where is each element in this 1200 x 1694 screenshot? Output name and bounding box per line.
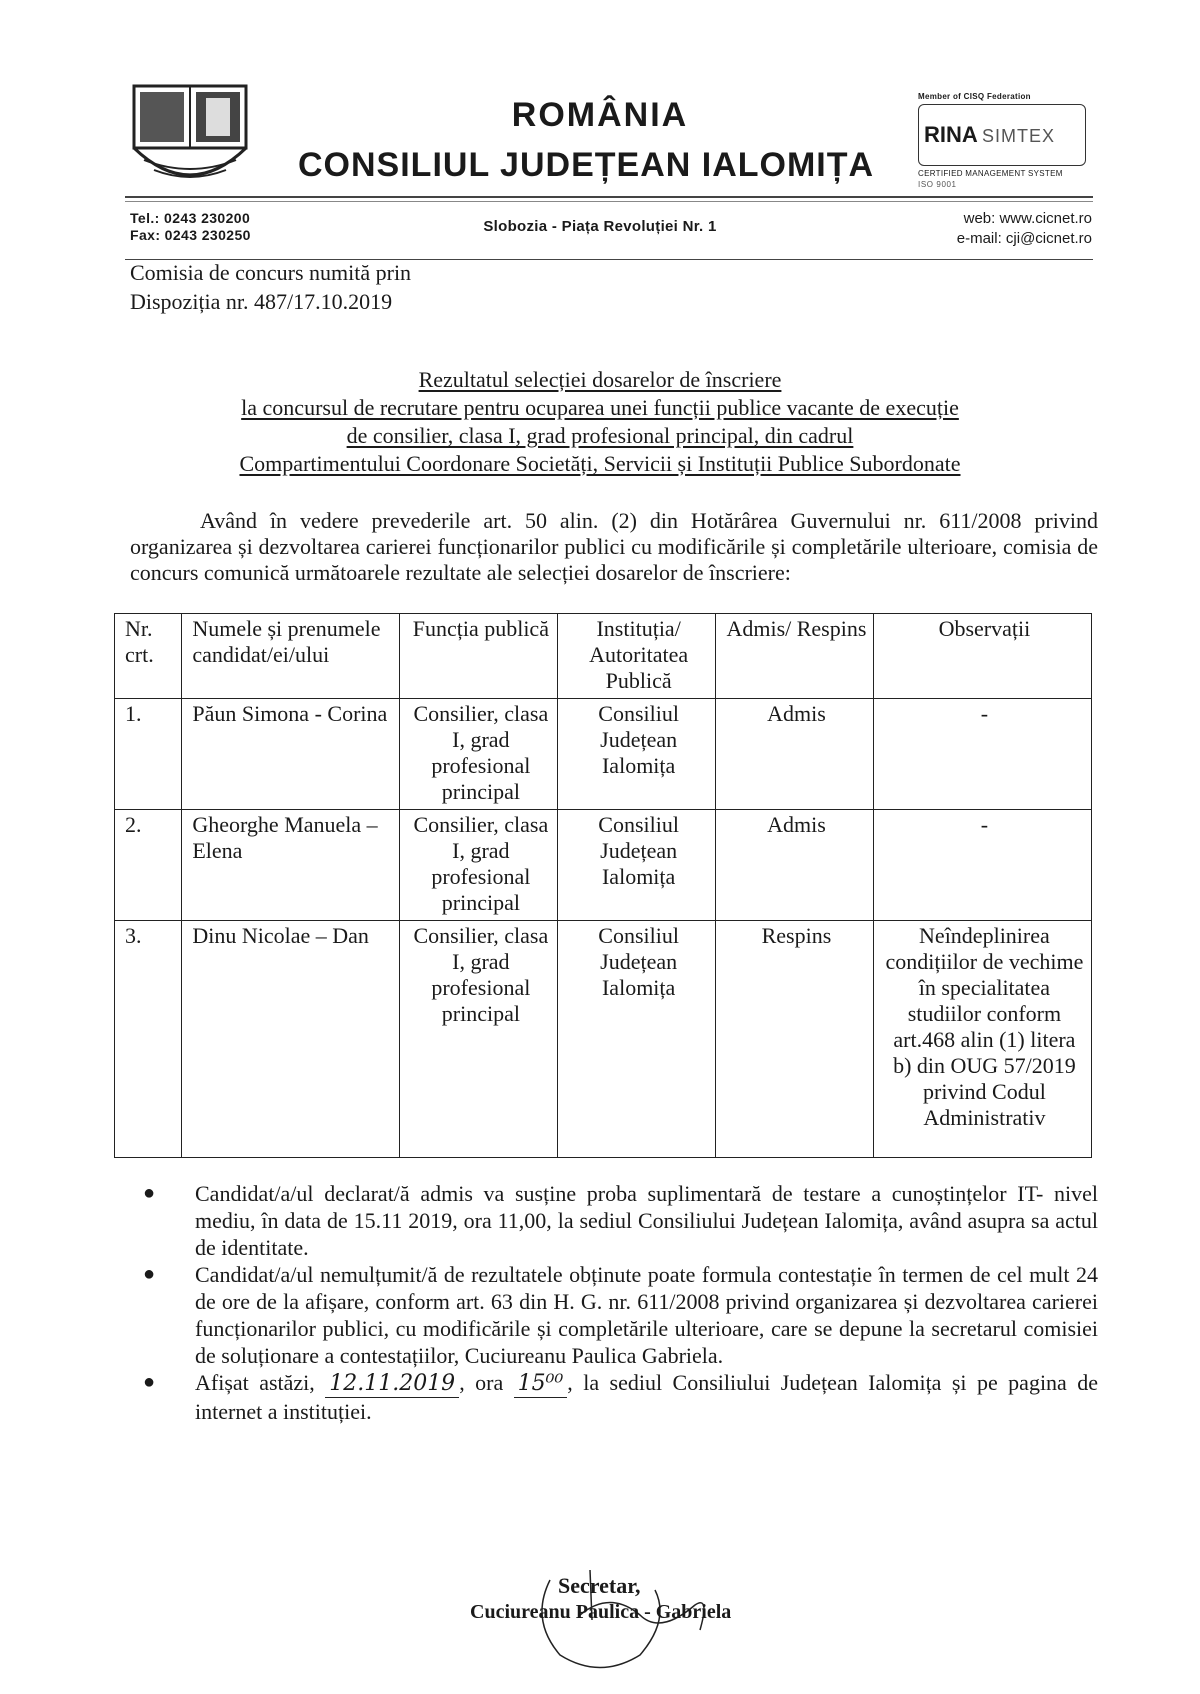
commission-line-1: Comisia de concurs numită prin	[130, 260, 412, 285]
row-notes: -	[873, 699, 1091, 810]
row-function: Consilier, clasa I, grad profesional principal	[400, 921, 558, 1158]
header-divider	[125, 196, 1093, 198]
row-nr: 3.	[115, 921, 182, 1158]
phone-number: Tel.: 0243 230200	[130, 210, 251, 226]
bullet-icon: ●	[143, 1371, 156, 1393]
header-notes: Observații	[873, 614, 1091, 699]
header-divider-thin	[125, 201, 1093, 202]
commission-reference	[130, 258, 411, 316]
table-row	[115, 810, 1092, 921]
certification-standard-text: ISO 9001	[918, 180, 957, 189]
row-name: Păun Simona - Corina	[182, 699, 400, 810]
list-item	[135, 1261, 1098, 1369]
row-function: Consilier, clasa I, grad profesional principal	[400, 810, 558, 921]
posted-date-handwritten: 12.11.2019	[325, 1370, 459, 1398]
row-notes: Neîndeplinirea condițiilor de vechime în specialitatea studiilor conform art.468 alin (1) litera b) din OUG 57/2019 privind Codul Administrativ	[873, 921, 1091, 1158]
header-status: Admis/ Respins	[716, 614, 874, 699]
notes-list	[135, 1180, 1098, 1425]
title-line-2: la concursul de recrutare pentru ocuparea unei funcții publice vacante de execuție	[241, 395, 959, 420]
certification-member-text: Member of CISQ Federation	[918, 92, 1031, 101]
row-notes: -	[873, 810, 1091, 921]
row-institution: Consiliul Județean Ialomița	[558, 810, 716, 921]
row-status: Respins	[716, 921, 874, 1158]
commission-line-2: Dispoziția nr. 487/17.10.2019	[130, 289, 393, 314]
posted-hour-handwritten: 15⁰⁰	[514, 1370, 568, 1398]
title-line-4: Compartimentului Coordonare Societăți, Servicii și Instituții Publice Subordonate	[239, 451, 961, 476]
list-item	[135, 1369, 1098, 1425]
header-nr: Nr. crt.	[115, 614, 182, 699]
posted-prefix: Afișat astăzi,	[195, 1370, 315, 1395]
certification-system-text: CERTIFIED MANAGEMENT SYSTEM	[918, 169, 1063, 178]
institution-heading: CONSILIUL JUDEȚEAN IALOMIȚA	[298, 146, 875, 184]
certification-brand-left: RINA	[924, 122, 978, 147]
header-name: Numele și prenumele candidat/ei/ului	[182, 614, 400, 699]
header-institution: Instituția/ Autoritatea Publică	[558, 614, 716, 699]
note-text: Candidat/a/ul nemulțumit/ă de rezultatele obținute poate formula contestație în termen de cel mult 24 de ore de la afișare, conform art. 63 din H. G. nr. 611/2008 privind organizarea și dezvoltarea carierei funcționarilor publici, cu modificările și completările ulterioare, care se depune la secretarul comisiei de soluționare a contestațiilor, Cuciureanu Paulica Gabriela.	[195, 1262, 1098, 1368]
row-nr: 2.	[115, 810, 182, 921]
row-status: Admis	[716, 699, 874, 810]
table-header-row	[115, 614, 1092, 699]
row-nr: 1.	[115, 699, 182, 810]
fax-number: Fax: 0243 230250	[130, 227, 251, 243]
bullet-icon: ●	[143, 1263, 156, 1285]
signature-name: Cuciureanu Paulica - Gabriela	[470, 1601, 732, 1623]
row-institution: Consiliul Județean Ialomița	[558, 921, 716, 1158]
row-institution: Consiliul Județean Ialomița	[558, 699, 716, 810]
note-text: Candidat/a/ul declarat/ă admis va susține proba suplimentară de testare a cunoștințelor IT- nivel mediu, în data de 15.11 2019, ora 11,00, la sediul Consiliului Județean Ialomița, având asupra sa actul de identitate.	[195, 1181, 1098, 1260]
table-row	[115, 699, 1092, 810]
email-link[interactable]: e-mail: cji@cicnet.ro	[956, 230, 1092, 247]
address: Slobozia - Piața Revoluției Nr. 1	[483, 218, 717, 235]
intro-paragraph	[130, 508, 1098, 586]
row-name: Gheorghe Manuela – Elena	[182, 810, 400, 921]
header-function: Funcția publică	[400, 614, 558, 699]
results-table	[114, 613, 1092, 1158]
table-row	[115, 921, 1092, 1158]
posted-suffix: , la sediul Consiliului Județean Ialomița și pe pagina de internet a instituției.	[195, 1370, 1099, 1424]
row-name: Dinu Nicolae – Dan	[182, 921, 400, 1158]
list-item	[135, 1180, 1098, 1261]
intro-text: Având în vedere prevederile art. 50 alin. (2) din Hotărârea Guvernului nr. 611/2008 privind organizarea și dezvoltarea carierei funcționarilor publici cu modificările și completările ulterioare, comisia de concurs comunică următoarele rezultate ale selecției dosarelor de înscriere:	[130, 508, 1098, 585]
row-function: Consilier, clasa I, grad profesional principal	[400, 699, 558, 810]
document-title	[0, 366, 1200, 478]
country-heading: ROMÂNIA	[511, 96, 689, 134]
row-status: Admis	[716, 810, 874, 921]
certification-brand-right: SIMTEX	[982, 126, 1056, 146]
website-link[interactable]: web: www.cicnet.ro	[963, 210, 1092, 227]
posted-middle: , ora	[459, 1370, 504, 1395]
signature-role: Secretar,	[558, 1573, 641, 1598]
title-line-1: Rezultatul selecției dosarelor de înscriere	[418, 367, 782, 392]
bullet-icon: ●	[143, 1182, 156, 1204]
title-line-3: de consilier, clasa I, grad profesional principal, din cadrul	[346, 423, 854, 448]
